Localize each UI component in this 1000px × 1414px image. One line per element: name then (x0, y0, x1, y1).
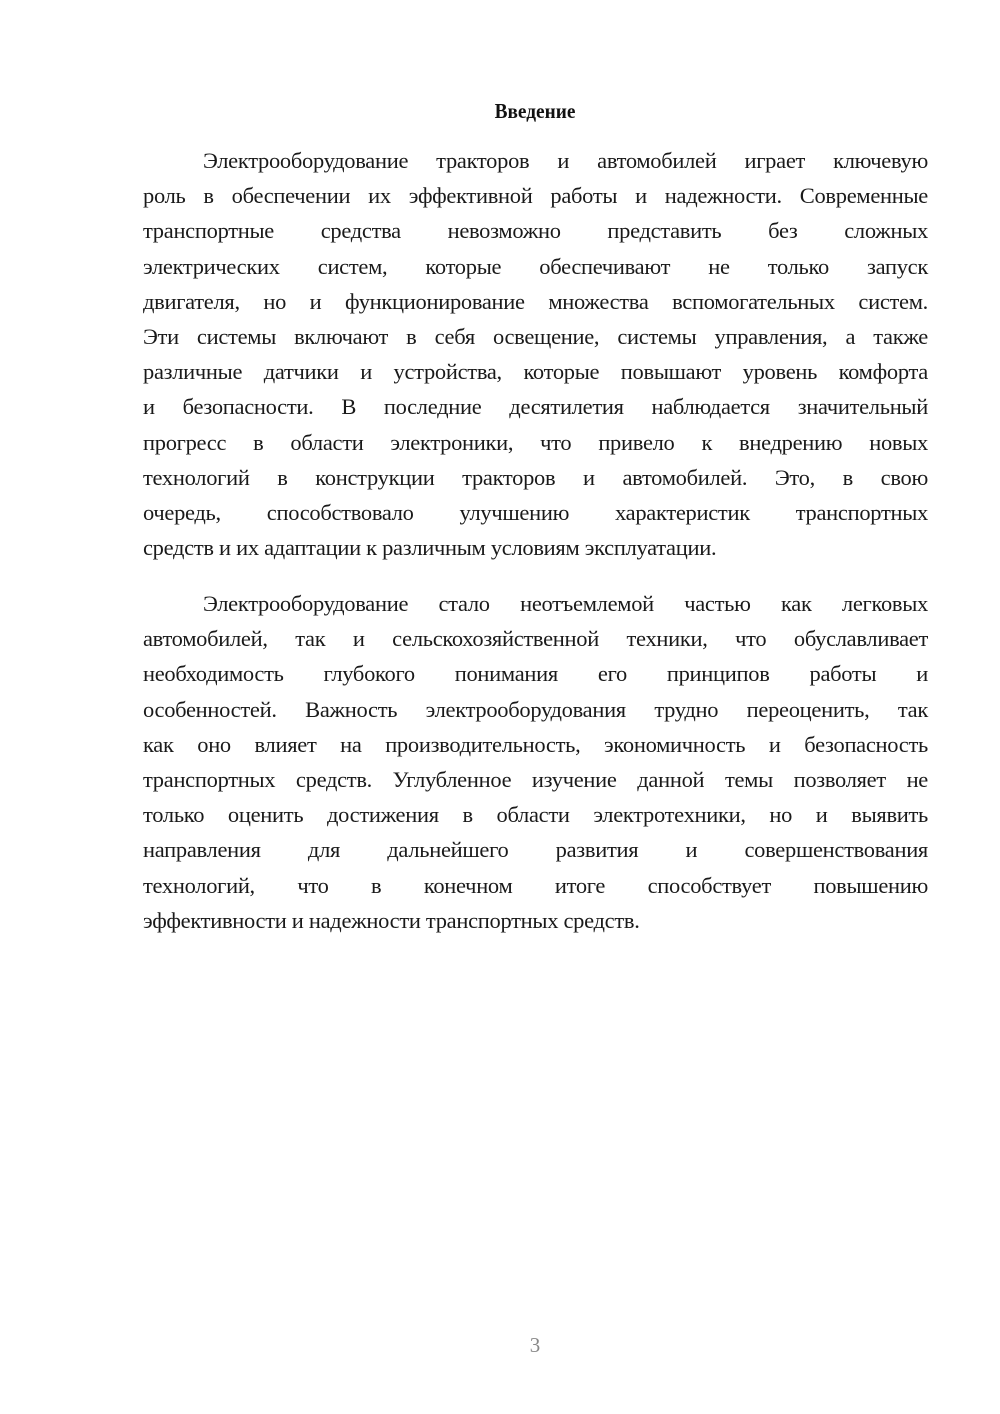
paragraph-line: различные датчики и устройства, которые повышают уровень комфорта (143, 359, 928, 385)
paragraph-line: очередь, способствовало улучшению характеристик транспортных (143, 499, 928, 525)
paragraph-line: средств и их адаптации к различным условиям эксплуатации. (143, 535, 717, 561)
paragraph-line: технологий, что в конечном итоге способствует повышению (143, 872, 928, 898)
paragraph-2 (143, 586, 928, 938)
paragraph-line: направления для дальнейшего развития и совершенствования (143, 837, 928, 863)
paragraph-line: автомобилей, так и сельскохозяйственной техники, что обуславливает (143, 626, 928, 652)
paragraph-line: Электрооборудование стало неотъемлемой частью как легковых (203, 591, 928, 616)
page-number: 3 (529, 1333, 541, 1357)
paragraph-line: технологий в конструкции тракторов и автомобилей. Это, в свою (143, 464, 928, 490)
paragraph-line: электрических систем, которые обеспечивают не только запуск (143, 253, 928, 279)
paragraph-line: Электрооборудование тракторов и автомобилей играет ключевую (203, 148, 928, 173)
paragraph-line: эффективности и надежности транспортных средств. (143, 907, 640, 933)
paragraph-line: только оценить достижения в области электротехники, но и выявить (143, 802, 928, 828)
paragraph-line: особенностей. Важность электрооборудования трудно переоценить, так (143, 696, 928, 722)
paragraph-line: роль в обеспечении их эффективной работы и надежности. Современные (143, 183, 928, 209)
paragraph-line: необходимость глубокого понимания его принципов работы и (143, 661, 928, 687)
paragraph-1 (143, 143, 928, 565)
paragraph-line: двигателя, но и функционирование множества вспомогательных систем. (143, 288, 928, 314)
paragraph-line: как оно влияет на производительность, экономичность и безопасность (143, 731, 928, 757)
paragraph-line: прогресс в области электроники, что привело к внедрению новых (143, 429, 928, 455)
paragraph-line: транспортные средства невозможно представить без сложных (143, 218, 928, 244)
paragraph-line: и безопасности. В последние десятилетия наблюдается значительный (143, 394, 928, 420)
section-heading: Введение (494, 99, 576, 123)
paragraph-line: транспортных средств. Углубленное изучение данной темы позволяет не (143, 766, 928, 792)
paragraph-line: Эти системы включают в себя освещение, системы управления, а также (143, 323, 928, 349)
